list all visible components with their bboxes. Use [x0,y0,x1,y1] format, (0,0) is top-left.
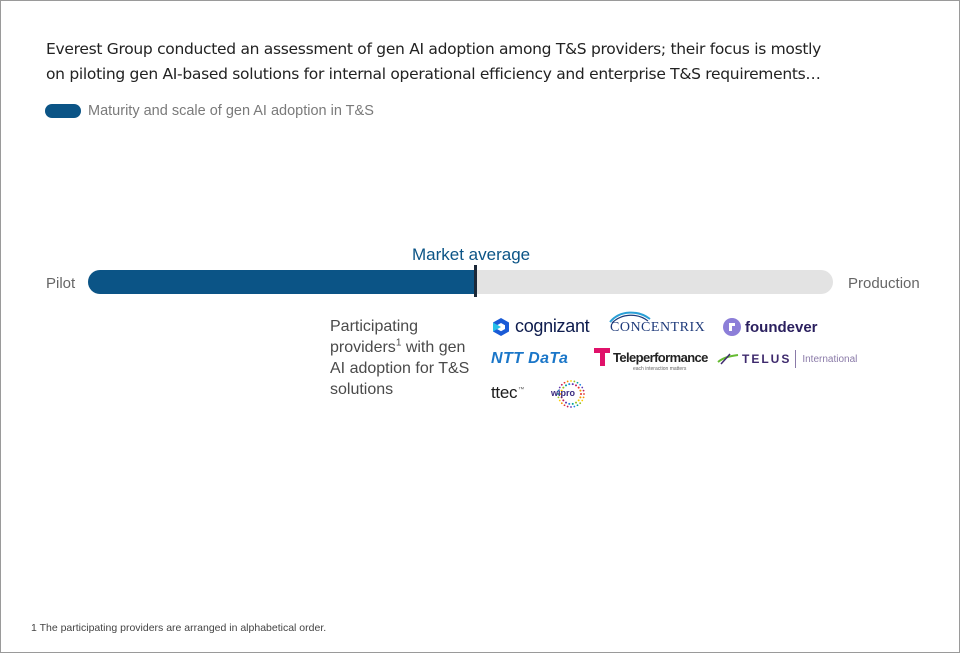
wipro-dot [561,384,563,386]
footnote-ref: 1 [395,337,402,349]
participating-text-1: Participating providers [330,318,419,356]
telus-icon [717,353,739,365]
footnote: 1 The participating providers are arranged in alphabetical order. [31,622,327,634]
foundever-logo [722,317,818,337]
wipro-dot [578,399,580,401]
cognizant-name: cognizant [515,316,590,336]
teleperformance-text [611,349,708,372]
wipro-dot [564,382,566,384]
wipro-dot [579,384,581,386]
wipro-dot [579,390,581,392]
participating-providers-label [330,316,480,400]
teleperformance-icon [593,346,611,368]
ttec-logo [491,383,524,403]
telus-sub: International [802,353,858,365]
wipro-dot [581,400,583,402]
teleperformance-tagline: each interaction matters [633,365,687,372]
telus-logo [717,350,857,368]
legend-swatch [45,104,81,118]
cognizant-logo [491,316,589,337]
cognizant-icon [491,317,511,337]
wipro-dot [562,399,564,401]
teleperformance-name: Teleperformance [613,349,708,365]
wipro-dot [583,393,585,395]
wipro-dot [573,406,575,408]
headline [46,37,906,87]
wipro-dot [567,406,569,408]
legend [45,102,374,120]
wipro-dot [572,383,574,385]
wipro-dot [559,400,561,402]
wipro-dot [581,387,583,389]
headline-line-1: Everest Group conducted an assessment of gen AI adoption among T&S providers; their focus is mostly [46,40,822,58]
nttdata-logo [491,350,568,368]
wipro-dot [564,404,566,406]
pilot-label: Pilot [46,275,76,292]
market-average-label: Market average [412,245,531,264]
headline-line-2: on piloting gen AI-based solutions for internal operational efficiency and enterprise T&S requirements… [46,65,821,83]
wipro-dot [579,402,581,404]
concentrix-logo [608,310,708,338]
wipro-dot [583,390,585,392]
wipro-dot [580,393,582,395]
nttdata-name: NTT DaTa [491,350,569,367]
wipro-dot [568,383,570,385]
teleperformance-logo [593,346,708,372]
wipro-dot [572,403,574,405]
wipro-dot [577,404,579,406]
foundever-name: foundever [745,318,818,336]
telus-separator [795,350,796,368]
wipro-dot [565,402,567,404]
wipro-dot [570,406,572,408]
wipro-dot [567,381,569,383]
ttec-name: ttec [491,383,518,402]
market-average-marker [474,265,477,297]
wipro-dot [575,402,577,404]
legend-label: Maturity and scale of gen AI adoption in T&S [88,103,374,119]
wipro-dot [578,387,580,389]
wipro-dot [577,382,579,384]
production-label: Production [848,275,920,292]
wipro-dot [561,402,563,404]
participating-text-2: with gen AI adoption for T&S solutions [330,339,470,398]
maturity-fill [88,270,475,294]
wipro-name: wipro [551,388,575,398]
wipro-dot [570,380,572,382]
wipro-logo [547,378,587,410]
wipro-dot [575,384,577,386]
wipro-dot [568,403,570,405]
wipro-dot [583,396,585,398]
ttec-trademark: ™ [518,387,525,393]
telus-name: TELUS [742,352,792,366]
wipro-dot [565,384,567,386]
wipro-dot [573,381,575,383]
concentrix-name: CONCENTRIX [610,320,706,335]
wipro-dot [579,396,581,398]
foundever-icon [722,317,742,337]
